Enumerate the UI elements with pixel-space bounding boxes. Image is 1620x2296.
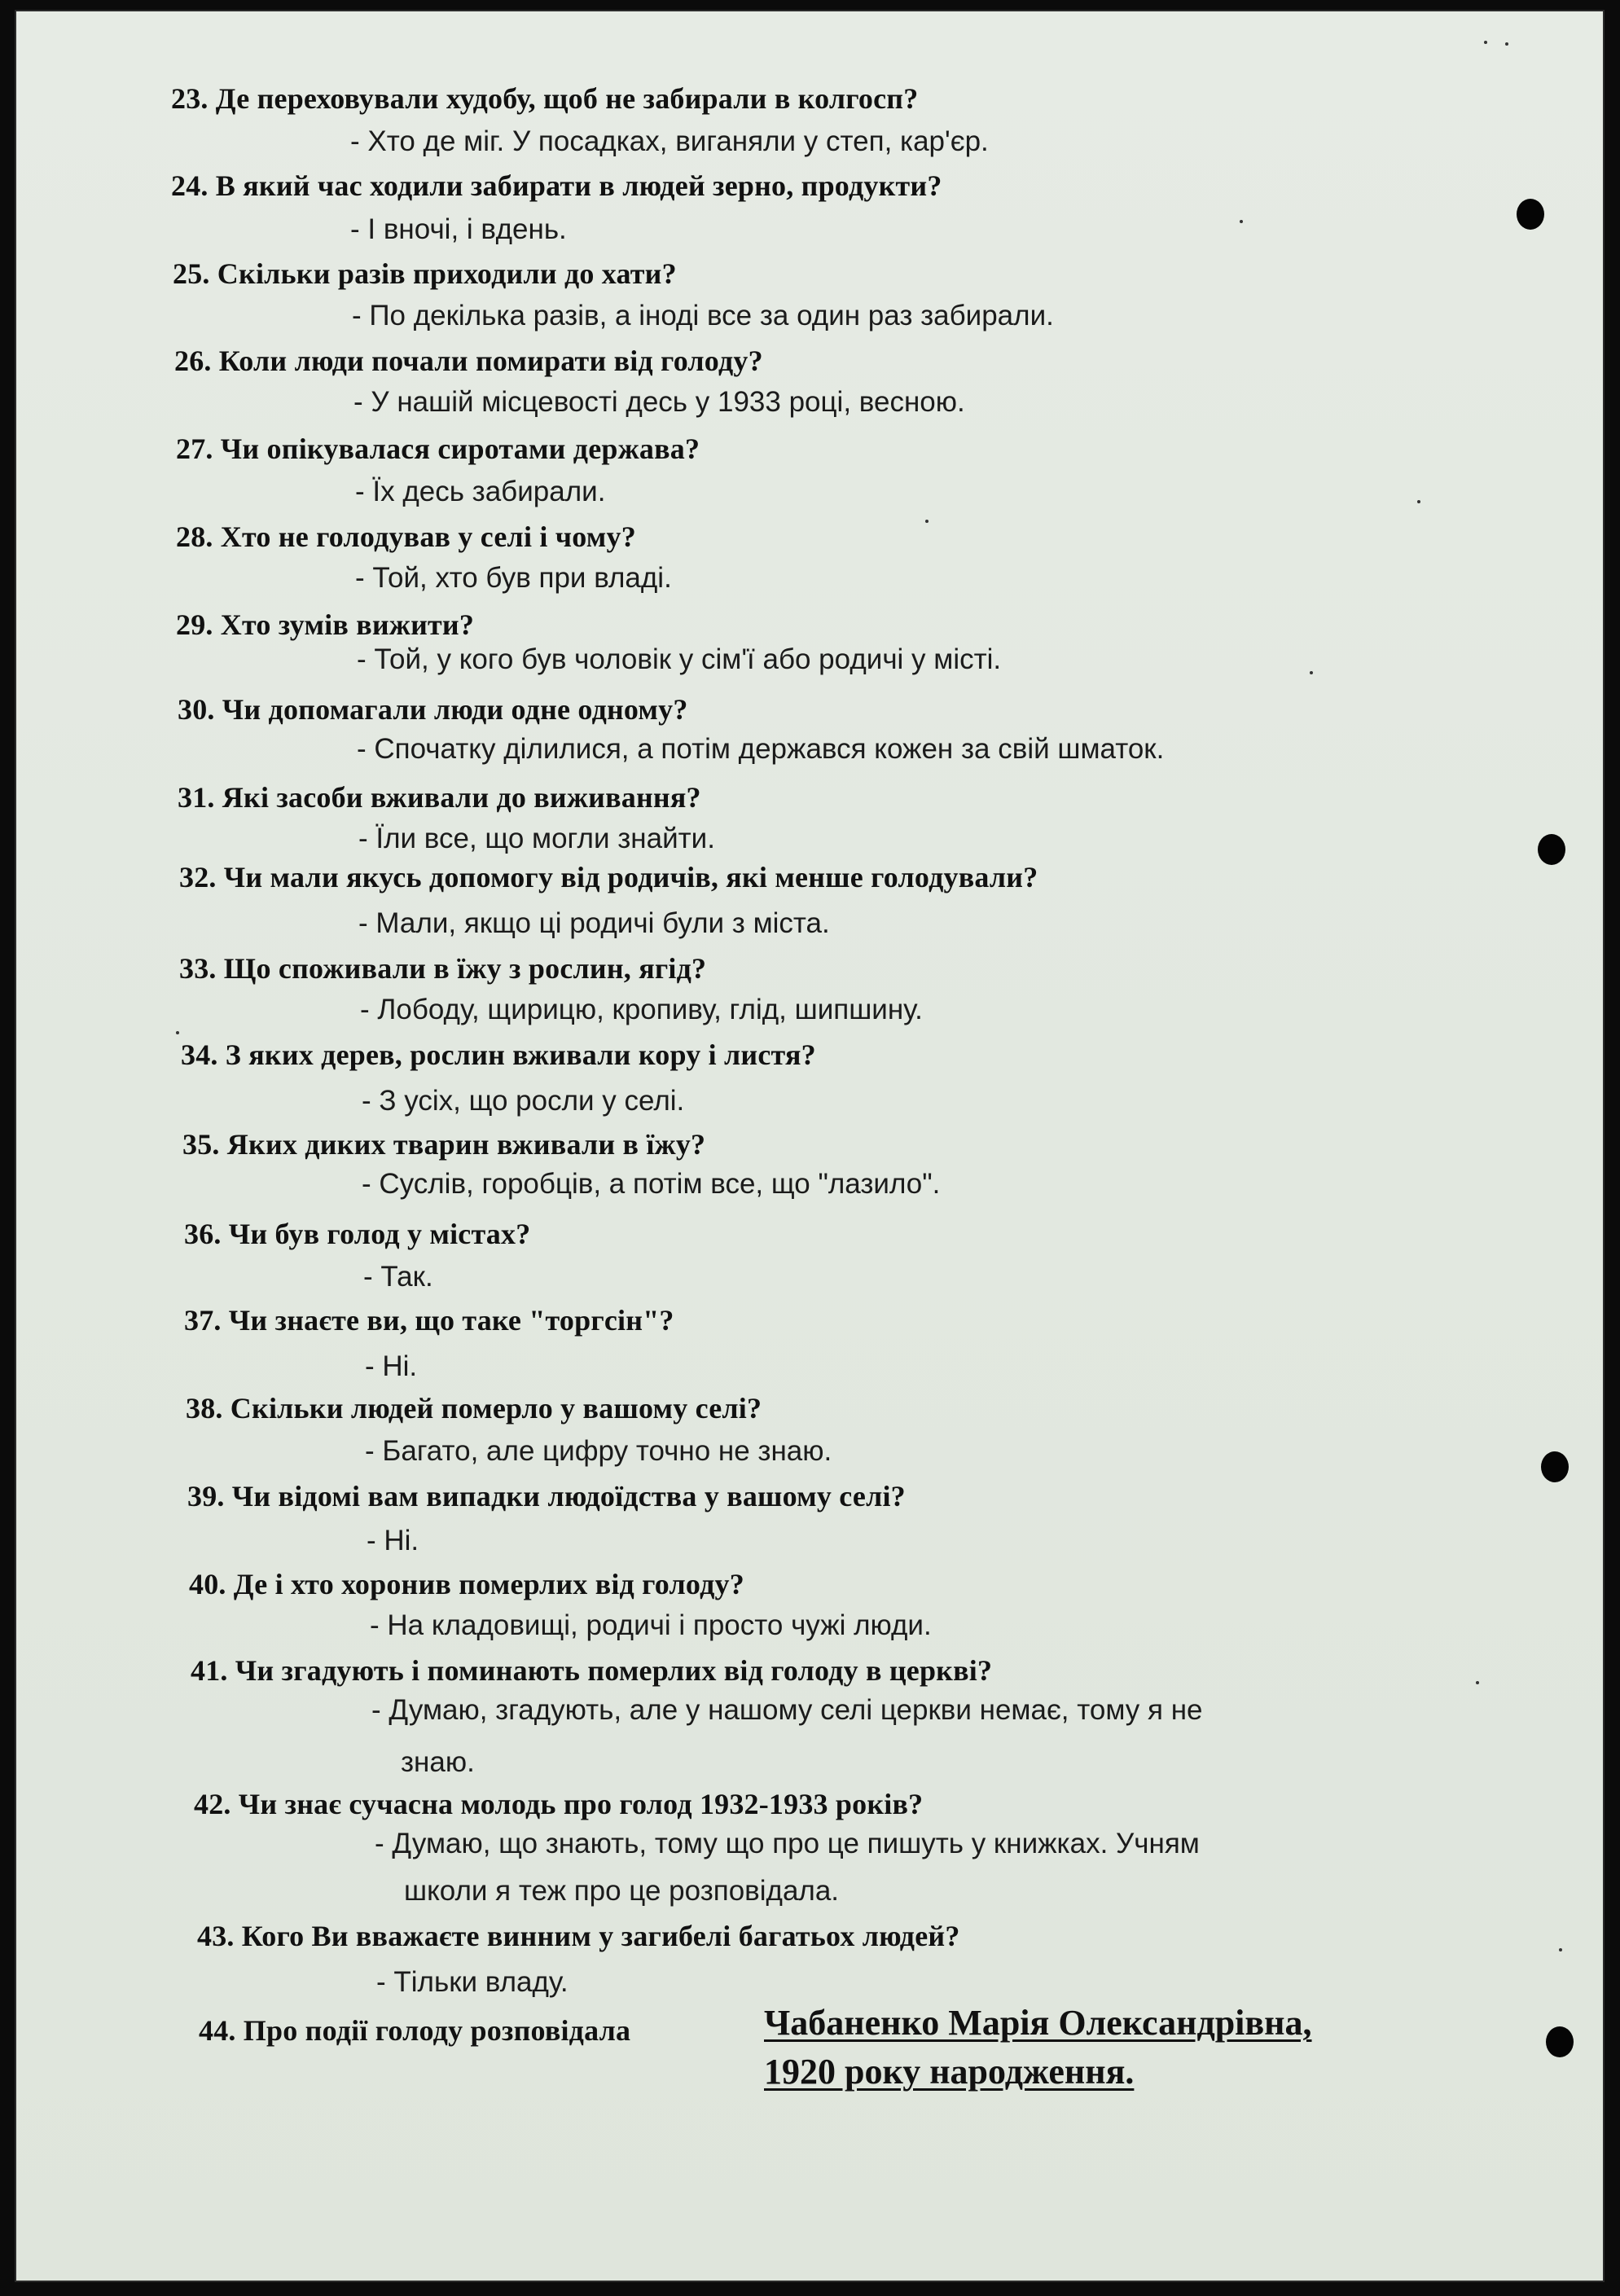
question-40: 40. Де і хто хоронив померлих від голоду? [189,1568,744,1600]
question-31: 31. Які засоби вживали до виживання? [178,781,701,814]
answer-33: - Лободу, щирицю, кропиву, глід, шипшину. [360,994,923,1025]
answer-36: - Так. [363,1261,433,1293]
question-29: 29. Хто зумів вижити? [176,608,475,641]
question-43: 43. Кого Ви вважаєте винним у загибелі багатьох людей? [197,1920,960,1952]
answer-27: - Їх десь забирали. [355,476,606,507]
answer-43: - Тільки владу. [376,1966,569,1998]
answer-42: - Думаю, що знають, тому що про це пишуть у книжках. Учням [375,1828,1200,1859]
answer-31: - Їли все, що могли знайти. [358,823,715,854]
answer-35: - Суслів, горобців, а потім все, що "лазило". [362,1168,941,1200]
answer-28: - Той, хто був при владі. [355,562,672,594]
answer-38: - Багато, але цифру точно не знаю. [365,1435,832,1467]
question-35: 35. Яких диких тварин вживали в їжу? [182,1128,706,1161]
answer-30: - Спочатку ділилися, а потім держався кожен за свій шматок. [357,733,1165,765]
answer-41: - Думаю, згадують, але у нашому селі церкви немає, тому я не [371,1694,1203,1726]
answer-26: - У нашій місцевості десь у 1933 році, весною. [353,386,965,418]
answer-32: - Мали, якщо ці родичі були з міста. [358,907,830,939]
answer-41-continued: знаю. [401,1746,475,1778]
question-41: 41. Чи згадують і поминають померлих від голоду в церкві? [191,1654,993,1687]
question-42: 42. Чи знає сучасна молодь про голод 1932-1933 років? [194,1788,924,1820]
answer-23: - Хто де міг. У посадках, виганяли у степ, кар'єр. [350,125,989,157]
question-25: 25. Скільки разів приходили до хати? [173,257,677,290]
answer-39: - Ні. [367,1525,419,1556]
narrator-birth-year: 1920 року народження. [764,2052,1135,2092]
question-38: 38. Скільки людей померло у вашому селі? [186,1392,762,1425]
question-28: 28. Хто не голодував у селі і чому? [176,520,636,553]
question-37: 37. Чи знаєте ви, що таке "торгсін"? [184,1304,674,1337]
answer-34: - З усіх, що росли у селі. [362,1085,685,1117]
question-24: 24. В який час ходили забирати в людей зерно, продукти? [171,169,942,202]
question-34: 34. З яких дерев, рослин вживали кору і листя? [181,1038,816,1071]
answer-29: - Той, у кого був чоловік у сім'ї або родичі у місті. [357,643,1002,675]
narrator-name: Чабаненко Марія Олександрівна, [764,2003,1312,2043]
question-39: 39. Чи відомі вам випадки людоїдства у вашому селі? [187,1480,906,1512]
answer-24: - І вночі, і вдень. [350,213,567,245]
question-33: 33. Що споживали в їжу з рослин, ягід? [179,952,707,985]
question-23: 23. Де переховували худобу, щоб не забирали в колгосп? [171,82,919,115]
question-36: 36. Чи був голод у містах? [184,1218,531,1250]
answer-40: - На кладовищі, родичі і просто чужі люди. [370,1609,932,1641]
answer-25: - По декілька разів, а іноді все за один раз забирали. [352,300,1054,331]
answer-42-continued: школи я теж про це розповідала. [404,1875,840,1907]
question-26: 26. Коли люди почали помирати від голоду? [174,345,763,377]
question-30: 30. Чи допомагали люди одне одному? [178,693,688,726]
narrator-statement: 44. Про події голоду розповідала [199,2014,631,2047]
answer-37: - Ні. [365,1350,418,1382]
question-27: 27. Чи опікувалася сиротами держава? [176,432,700,465]
question-32: 32. Чи мали якусь допомогу від родичів, які менше голодували? [179,861,1038,893]
